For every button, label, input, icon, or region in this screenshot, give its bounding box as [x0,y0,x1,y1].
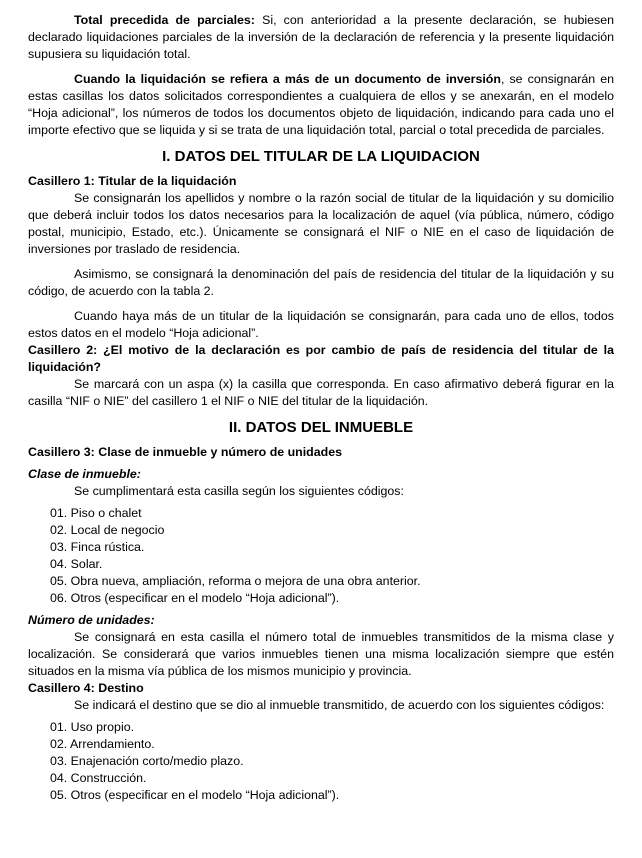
list-item: 05. Obra nueva, ampliación, reforma o mejora de una obra anterior. [50,574,421,588]
list-item: 02. Local de negocio [50,523,165,537]
casillero-2-paragraph: Se marcará con un aspa (x) la casilla que corresponda. En caso afirmativo deberá figurar en la casilla “NIF o NIE” del casillero 1 el NIF o NIE del titular de la liquidación. [28,377,614,408]
casillero-1-paragraph-2: Asimismo, se consignará la denominación del país de residencia del titular de la liquidación y su código, de acuerdo con la tabla 2. [28,267,614,298]
list-item: 03. Enajenación corto/medio plazo. [50,754,244,768]
intro-text-total-precedida: Si, con anterioridad a la presente declaración, se hubiesen declarado liquidaciones parciales de la inversión de la declaración de referencia y la presente liquidación supusiera su liquidación total. [28,13,615,61]
clase-inmueble-paragraph: Se cumplimentará esta casilla según los siguientes códigos: [74,484,404,498]
numero-unidades-paragraph: Se consignará en esta casilla el número total de inmuebles transmitidos de la misma clase y localización. Se considerará que varios inmuebles tienen una misma localización siempre que estén situados en la misma vía pública de los mismos municipio y provincia. [28,630,614,678]
section-title-inmueble: II. DATOS DEL INMUEBLE [228,419,414,436]
section-title-titular: I. DATOS DEL TITULAR DE LA LIQUIDACION [162,148,480,165]
numero-unidades-title: Número de unidades: [28,613,155,627]
casillero-1-paragraph-3: Cuando haya más de un titular de la liquidación se consignarán, para cada uno de ellos, todos estos datos en el modelo “Hoja adicional”. [28,309,614,340]
list-item: 04. Solar. [50,557,103,571]
casillero-3-title: Casillero 3: Clase de inmueble y número de unidades [28,445,342,459]
clase-inmueble-title: Clase de inmueble: [28,467,141,481]
intro-term-mas-de-un-documento: Cuando la liquidación se refiera a más de un documento de inversión [74,72,501,86]
intro-text-mas-de-un-documento: , se consignarán en estas casillas los datos solicitados correspondientes a cualquiera de ellos y se anexarán, en el modelo “Hoja adicional”, los números de todos los documentos objeto de liquidación, indicando para cada uno el importe efectivo que se liquida y si se trata de una liquidación total, parcial o total precedida de parciales. [28,72,614,137]
list-item: 01. Piso o chalet [50,506,142,520]
intro-paragraph-total-precedida [28,12,614,63]
document-page [28,12,614,804]
casillero-4-paragraph: Se indicará el destino que se dio al inmueble transmitido, de acuerdo con los siguientes códigos: [74,698,605,712]
list-item: 04. Construcción. [50,771,147,785]
list-item: 05. Otros (especificar en el modelo “Hoja adicional”). [50,788,340,802]
list-item: 03. Finca rústica. [50,540,145,554]
intro-term-total-precedida: Total precedida de parciales: [74,13,255,27]
list-item: 02. Arrendamiento. [50,737,155,751]
casillero-1-title: Casillero 1: Titular de la liquidación [28,174,237,188]
clase-inmueble-code-list [50,505,614,607]
list-item: 01. Uso propio. [50,720,135,734]
intro-paragraph-mas-de-un-documento [28,71,614,139]
casillero-1-paragraph-1: Se consignarán los apellidos y nombre o la razón social de titular de la liquidación y su domicilio que deberá incluir todos los datos necesarios para la localización de aquel (vía pública, número, código postal, municipio, Estado, etc.). Únicamente se consignará el NIF o NIE en el caso de liquidación de inversiones por traslado de residencia. [28,191,614,256]
destino-code-list [50,719,614,804]
casillero-4-title: Casillero 4: Destino [28,681,144,695]
casillero-2-title: Casillero 2: ¿El motivo de la declaración es por cambio de país de residencia del titular de la liquidación? [28,343,614,374]
list-item: 06. Otros (especificar en el modelo “Hoja adicional”). [50,591,340,605]
